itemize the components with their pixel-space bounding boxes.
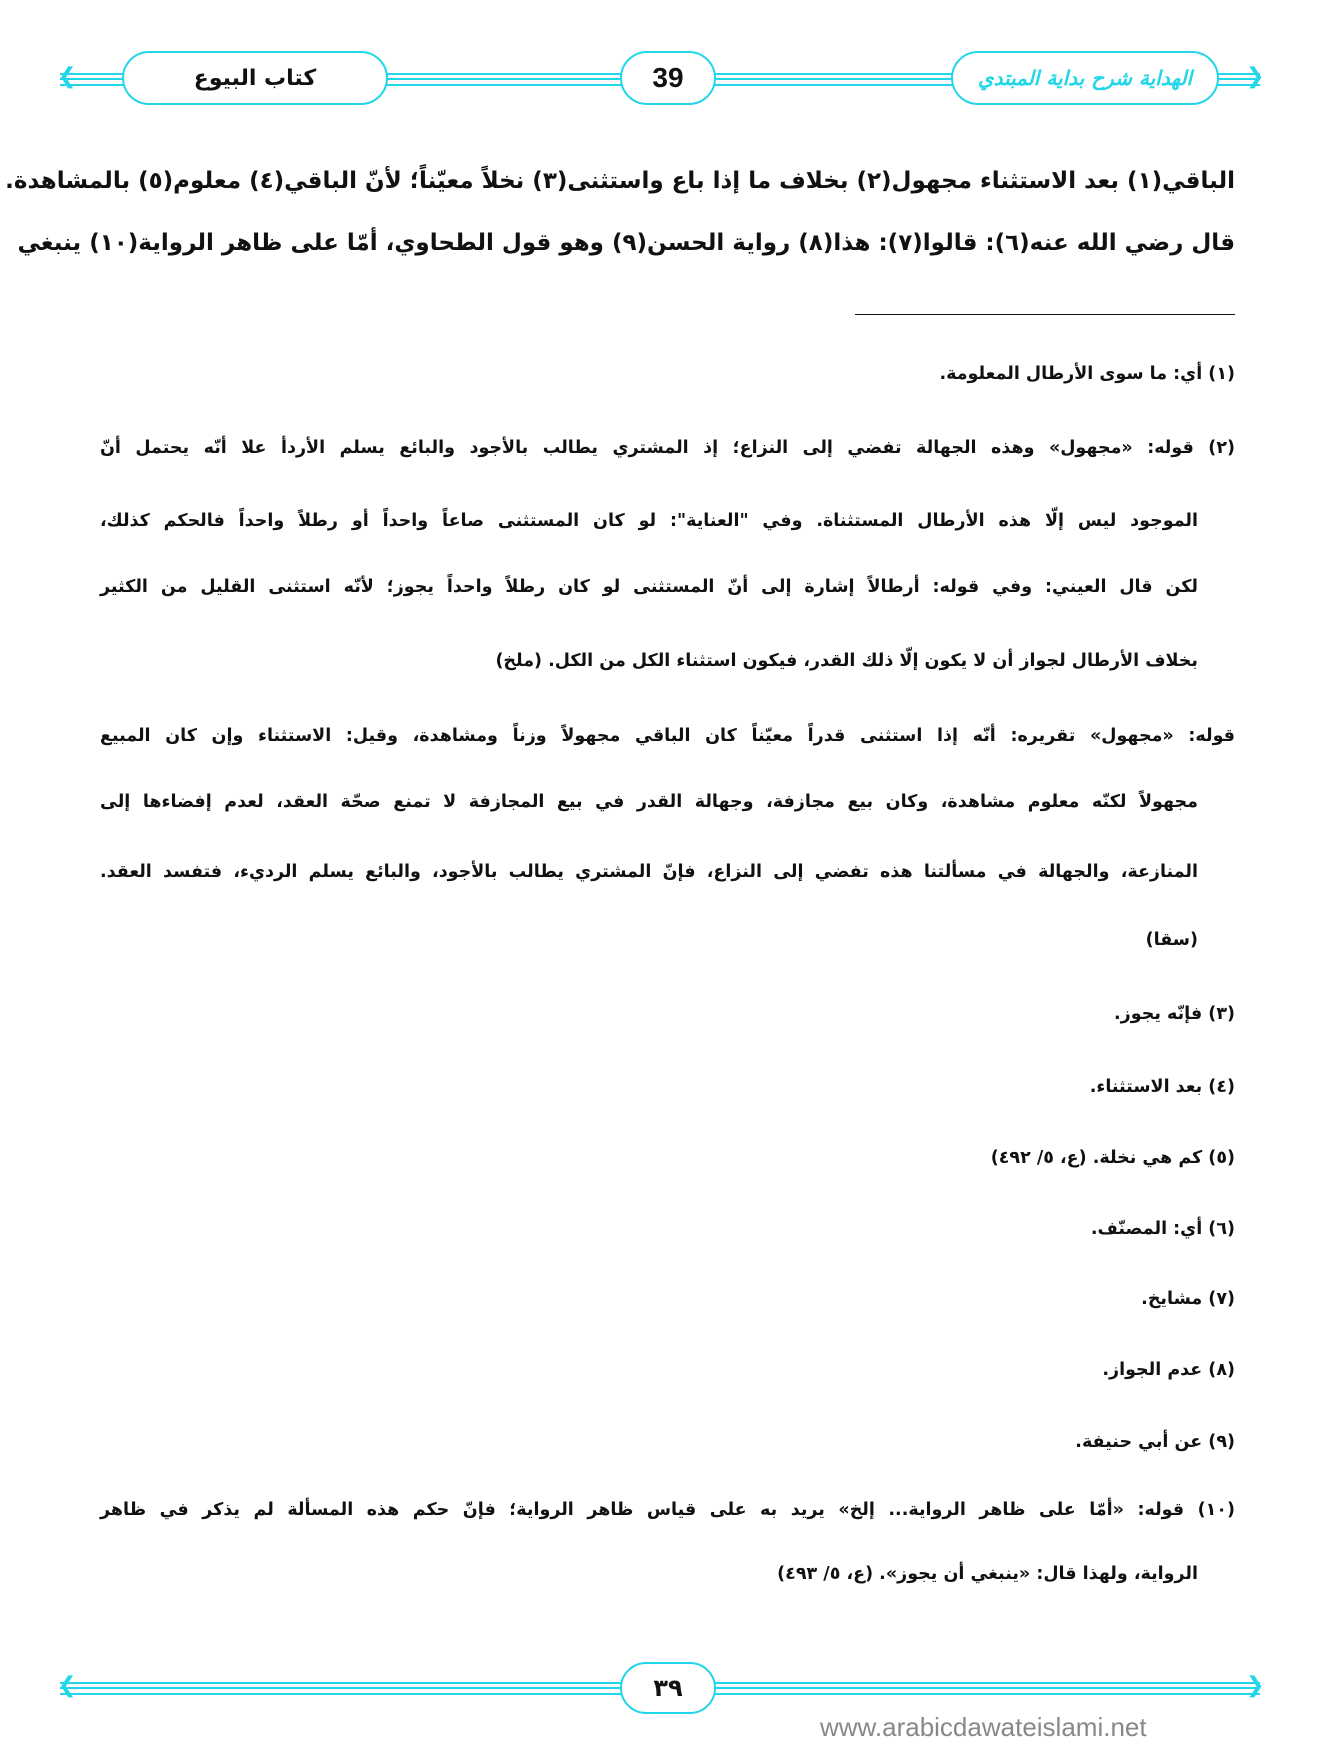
- ornament-left-icon: ❮: [58, 1673, 77, 1698]
- footnote-8: (٨) عدم الجواز.: [1102, 1360, 1235, 1380]
- main-text-line: قال رضي الله عنه(٦): قالوا(٧): هذا(٨) رواية الحسن(٩) وهو قول الطحاوي، أمّا على ظاهر الرواية(١٠) ينبغي: [17, 230, 1235, 256]
- ornament-left-icon: ❮: [58, 64, 77, 89]
- footnote-1: (١) أي: ما سوى الأرطال المعلومة.: [939, 364, 1235, 384]
- footnote-2b-line: المنازعة، والجهالة في مسألتنا هذه تفضي إلى النزاع، فإنّ المشتري يطالب بالأجود، والبائع يسلم الرديء، فتفسد العقد.: [100, 862, 1198, 882]
- footnote-2-line: لكن قال العيني: وفي قوله: أرطالاً إشارة إلى أنّ المستثنى لو كان رطلاً واحداً يجوز؛ لأنّه استثنى القليل من الكثير: [100, 577, 1198, 597]
- chapter-title-pill: [122, 51, 388, 105]
- website-watermark: www.arabicdawateislami.net: [820, 1712, 1147, 1742]
- footnote-2-line: بخلاف الأرطال لجواز أن لا يكون إلّا ذلك القدر، فيكون استثناء الكل من الكل. (ملخ): [495, 651, 1198, 671]
- main-text-line: الباقي(١) بعد الاستثناء مجهول(٢) بخلاف ما إذا باع واستثنى(٣) نخلاً معيّناً؛ لأنّ الباقي(٤) معلوم(٥) بالمشاهدة.: [5, 168, 1235, 194]
- book-logo: الهداية شرح بداية المبتدي: [977, 66, 1193, 90]
- footnote-2b-line: مجهولاً لكنّه معلوم مشاهدة، وكان بيع مجازفة، وجهالة القدر في بيع المجازفة لا تمنع صحّة العقد، لعدم إفضاءها إلى: [100, 792, 1198, 812]
- footnote-3: (٣) فإنّه يجوز.: [1114, 1004, 1235, 1024]
- chapter-title: كتاب البيوع: [193, 65, 317, 91]
- footnote-separator: [855, 314, 1235, 315]
- footnote-2b-line: قوله: «مجهول» تقريره: أنّه إذا استثنى قدراً معيّناً كان الباقي مجهولاً وزناً ومشاهدة، وقيل: الاستثناء وإن كان المبيع: [100, 726, 1235, 746]
- footnote-2b-line: (سقا): [1145, 930, 1198, 950]
- footnote-7: (٧) مشايخ.: [1141, 1289, 1235, 1309]
- footnote-5: (٥) كم هي نخلة. (ع، ٥/ ٤٩٢): [990, 1148, 1235, 1168]
- footnote-10-line: (١٠) قوله: «أمّا على ظاهر الرواية... إلخ» يريد به على قياس ظاهر الرواية؛ فإنّ حكم هذه المسألة لم يذكر في ظاهر: [100, 1500, 1235, 1520]
- footer-page-number: ٣٩: [653, 1674, 683, 1702]
- footnote-9: (٩) عن أبي حنيفة.: [1075, 1432, 1235, 1452]
- page-number: 39: [652, 62, 684, 93]
- page-number-pill: [620, 51, 716, 105]
- footer-page-number-pill: [620, 1662, 716, 1714]
- ornament-right-icon: ❯: [1246, 1673, 1265, 1698]
- footnote-6: (٦) أي: المصنّف.: [1090, 1219, 1235, 1239]
- ornament-right-icon: ❯: [1246, 64, 1265, 89]
- footnote-2-line: (٢) قوله: «مجهول» وهذه الجهالة تفضي إلى النزاع؛ إذ المشتري يطالب بالأجود والبائع يسلم الأردأ علا أنّه يحتمل أنّ: [100, 438, 1235, 458]
- footnote-2-line: الموجود ليس إلّا هذه الأرطال المستثناة. وفي "العناية": لو كان المستثنى صاعاً واحداً أو رطلاً واحداً فالحكم كذلك،: [100, 511, 1198, 531]
- book-logo-pill: [951, 51, 1219, 105]
- footnote-4: (٤) بعد الاستثناء.: [1089, 1077, 1235, 1097]
- footnote-10-line: الرواية، ولهذا قال: «ينبغي أن يجوز». (ع، ٥/ ٤٩٣): [777, 1564, 1198, 1584]
